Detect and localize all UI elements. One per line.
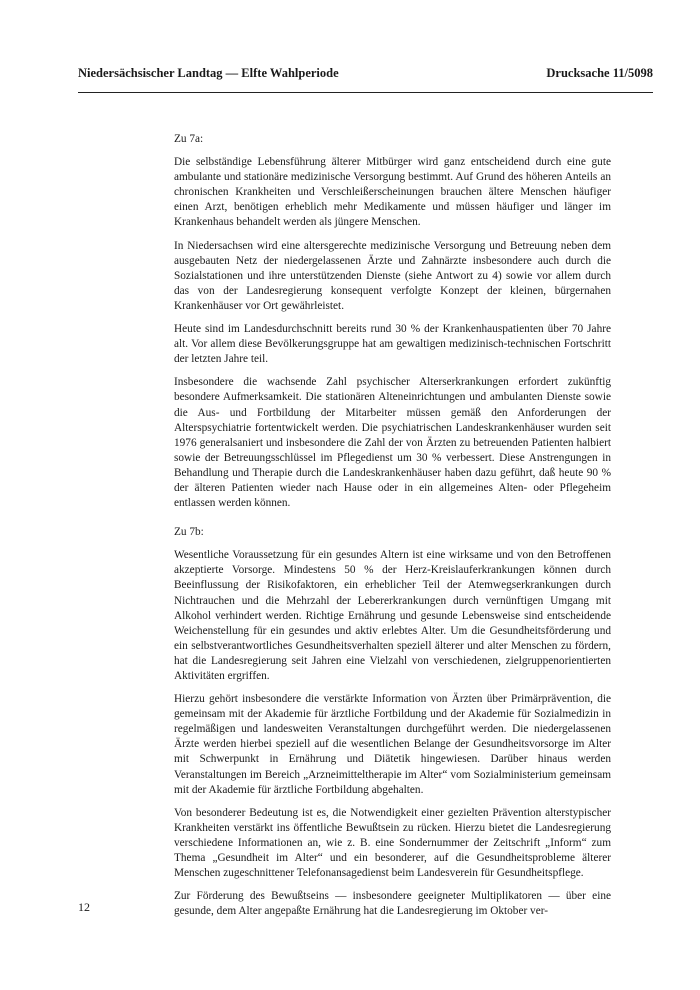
paragraph: Von besonderer Bedeutung ist es, die Notwendigkeit einer gezielten Prävention alterstypischer Krankheiten verstärkt ins öffentliche Bewußtsein zu rücken. Hierzu bietet die Landesregierung verschiedene Informationen an, wie z. B. eine Sondernummer der Zeitschrift „Inform“ zum Thema „Gesundheit im Alter“ und ein besonderer, auf die Gesundheitsprobleme älterer Menschen zugeschnittener Telefonansagedienst beim Landesverein für Gesundheitspflege. [174,806,611,880]
header-rule [78,92,653,93]
document-body [174,132,611,927]
page-number: 12 [78,900,90,914]
section-7b [174,525,611,919]
paragraph: Zur Förderung des Bewußtseins — insbesondere geeigneter Multiplikatoren — über eine gesunde, dem Alter angepaßte Ernährung hat die Landesregierung im Oktober ver- [174,890,611,918]
section-title: Zu 7a: [174,133,204,145]
paragraph: In Niedersachsen wird eine altersgerechte medizinische Versorgung und Betreuung neben dem ausgebauten Netz der niedergelassenen Ärzte und Zahnärzte insbesondere auch durch die Sozialstationen und ihre unterstützenden Dienste (siehe Antwort zu 4) sowie vor allem durch das von der Landesregierung konsequent verfolgte Konzept der kleinen, bürgernahen Krankenhäuser vor Ort gewährleistet. [174,239,611,312]
paragraph: Insbesondere die wachsende Zahl psychischer Alterserkrankungen erfordert zukünftig besondere Aufmerksamkeit. Die stationären Alteneinrichtungen und ambulanten Dienste sowie die Aus- und Fortbildung der Mitarbeiter müssen gemäß den Anforderungen der Alterspsychiatrie fortentwickelt werden. Die psychiatrischen Landeskrankenhäuser wurden seit 1976 generalsaniert und insbesondere die Zahl der von Ärzten zu betreuenden Patienten halbiert sowie der Betreuungsschlüssel im Pflegedienst um 30 % verbessert. Diese Anstrengungen in Behandlung und Therapie durch die Landeskrankenhäuser haben dazu geführt, daß heute 90 % der älteren Patienten wieder nach Hause oder in ein allgemeines Alten- oder Pflegeheim entlassen werden können. [174,376,611,510]
section-7a [174,132,611,511]
paragraph: Die selbständige Lebensführung älterer Mitbürger wird ganz entscheidend durch eine gute ambulante und stationäre medizinische Versorgung bestimmt. Auf Grund des höheren Anteils an chronischen Krankheiten und Verschleißerscheinungen brauchen ältere Menschen häufiger einen Arzt, benötigen erheblich mehr Medikamente und müssen häufiger und länger im Krankenhaus behandelt werden als jüngere Menschen. [174,156,611,229]
document-number: Drucksache 11/5098 [546,66,653,80]
paragraph: Heute sind im Landesdurchschnitt bereits rund 30 % der Krankenhauspatienten über 70 Jahre alt. Vor allem diese Bevölkerungsgruppe hat am gewaltigen medizinisch-technischen Fortschritt der letzten Jahre teil. [174,323,611,366]
section-title: Zu 7b: [174,526,204,539]
paragraph: Hierzu gehört insbesondere die verstärkte Information von Ärzten über Primärprävention, die gemeinsam mit der Akademie für ärztliche Fortbildung und der Akademie für Sozialmedizin in regelmäßigen und landesweiten Veranstaltungen durchgeführt werden. Die niedergelassenen Ärzte werden hierbei speziell auf die wesentlichen Belange der Gesundheitsvorsorge im Alter mit Schwerpunkt in Ernährung und Diätetik hingewiesen. Darüber hinaus werden Veranstaltungen im Bereich „Arzneimitteltherapie im Alter“ vom Sozialministerium gemeinsam mit der Akademie für ärztliche Fortbildung abgehalten. [174,693,611,796]
page-header [78,66,653,81]
paragraph: Wesentliche Voraussetzung für ein gesundes Altern ist eine wirksame und von den Betroffenen akzeptierte Vorsorge. Mindestens 50 % der Herz-Kreislauferkrankungen können durch Beeinflussung der Risikofaktoren, ein erheblicher Teil der Atemwegserkrankungen durch Nichtrauchen und die Mehrzahl der Lebererkrankungen durch vernünftigen Umgang mit Alkohol verhindert werden. Richtige Ernährung und gesunde Lebensweise sind entscheidende Weichenstellung für ein gesundes und aktiv erlebtes Alter. Um die Gesundheitsförderung und ein selbstverantwortliches Gesundheitsverhalten speziell älterer und alter Menschen zu fördern, hat die Landesregierung seit Jahren eine Vielzahl von verschiedenen, zielgruppenorientierten Aktivitäten ergriffen. [174,549,611,682]
header-title: Niedersächsischer Landtag — Elfte Wahlperiode [78,66,339,80]
